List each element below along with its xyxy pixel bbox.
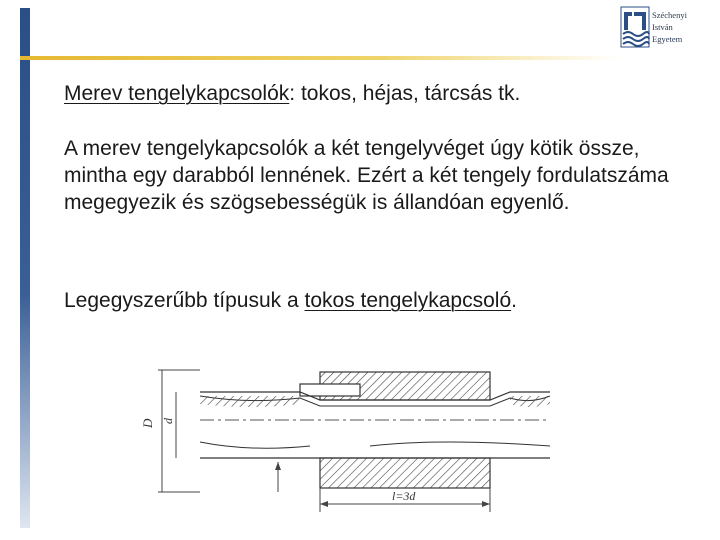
coupling-types-line <box>64 80 520 107</box>
simplest-type-prefix: Legegyszerűbb típusuk a <box>64 289 305 312</box>
logo-line-2: István <box>652 22 673 32</box>
logo-text <box>652 9 714 45</box>
dimension-label-D: D <box>140 418 155 428</box>
description-paragraph: A merev tengelykapcsolók a két tengelyvéget úgy kötik össze, mintha egy darabból lennének. Ezért a két tengely fordulatszáma megegyezik és szögsebességük is állandóan egyenlő. <box>64 137 669 214</box>
university-logo <box>620 6 716 54</box>
sleeve-coupling-term: tokos tengelykapcsoló <box>304 289 512 312</box>
coupling-types-list: : tokos, héjas, tárcsás tk. <box>289 82 521 105</box>
rigid-coupling-term: Merev tengelykapcsolók <box>64 82 290 105</box>
university-wave-logo-icon <box>620 6 650 48</box>
dimension-label-d: d <box>161 418 175 424</box>
simplest-type-suffix: . <box>511 289 517 312</box>
logo-line-3: Egyetem <box>652 34 683 44</box>
sleeve-coupling-drawing <box>140 362 560 522</box>
simplest-type-line <box>64 287 517 314</box>
logo-line-1: Széchenyi <box>652 10 687 20</box>
accent-bar-horizontal <box>20 56 620 60</box>
dimension-label-length: l=3d <box>392 489 416 503</box>
accent-bar-vertical <box>20 8 30 528</box>
